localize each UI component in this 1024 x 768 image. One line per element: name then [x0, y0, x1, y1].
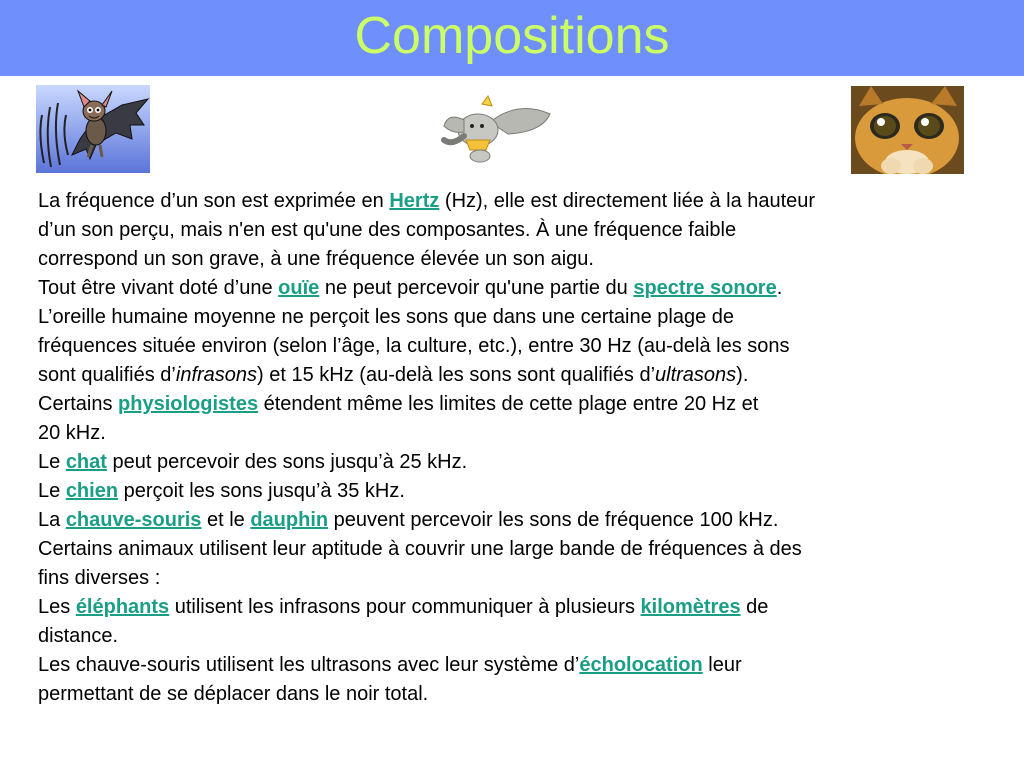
slide-body: [38, 187, 990, 709]
text-line: [38, 448, 990, 477]
text-run: de: [740, 596, 769, 618]
italic-term: ultrasons: [655, 364, 737, 386]
link-kilomètres[interactable]: kilomètres: [640, 596, 741, 618]
text-run: Tout être vivant doté d’une: [38, 277, 279, 299]
text-run: distance.: [38, 625, 119, 647]
elephant-image: [438, 92, 554, 172]
text-run: leur: [702, 654, 742, 676]
link-dauphin[interactable]: dauphin: [250, 509, 329, 531]
text-run: Le: [38, 480, 66, 502]
text-line: [38, 506, 990, 535]
link-spectre-sonore[interactable]: spectre sonore: [633, 277, 777, 299]
text-run: Certains: [38, 393, 119, 415]
italic-term: infrasons: [175, 364, 258, 386]
text-run: Les: [38, 596, 76, 618]
text-line: [38, 187, 990, 216]
link-chauve-souris[interactable]: chauve-souris: [65, 509, 202, 531]
text-run: 20 kHz.: [38, 422, 106, 444]
text-line: [38, 622, 990, 651]
text-run: peuvent percevoir les sons de fréquence 100 kHz.: [328, 509, 779, 531]
text-line: [38, 332, 990, 361]
bat-image: [36, 85, 150, 173]
text-run: Le: [38, 451, 66, 473]
link-ouïe[interactable]: ouïe: [278, 277, 320, 299]
text-run: fréquences située environ (selon l’âge, la culture, etc.), entre 30 Hz (au-delà les sons: [38, 335, 790, 357]
text-run: perçoit les sons jusqu’à 35 kHz.: [118, 480, 405, 502]
text-run: sont qualifiés d’: [38, 364, 176, 386]
text-line: [38, 419, 990, 448]
text-line: [38, 274, 990, 303]
text-run: La fréquence d’un son est exprimée en: [38, 190, 390, 212]
text-run: étendent même les limites de cette plage entre 20 Hz et: [258, 393, 759, 415]
text-run: Certains animaux utilisent leur aptitude à couvrir une large bande de fréquences à des: [38, 538, 802, 560]
text-line: [38, 680, 990, 709]
link-hertz[interactable]: Hertz: [389, 190, 440, 212]
text-line: [38, 303, 990, 332]
text-run: ).: [736, 364, 749, 386]
text-line: [38, 390, 990, 419]
text-line: [38, 651, 990, 680]
title-bar: [0, 0, 1024, 76]
text-run: Les chauve-souris utilisent les ultrasons avec leur système d’: [38, 654, 580, 676]
text-line: [38, 361, 990, 390]
text-run: utilisent les infrasons pour communiquer à plusieurs: [169, 596, 641, 618]
text-run: La: [38, 509, 66, 531]
text-run: (Hz), elle est directement liée à la hauteur: [439, 190, 816, 212]
text-line: [38, 216, 990, 245]
text-run: correspond un son grave, à une fréquence élevée un son aigu.: [38, 248, 594, 270]
link-chien[interactable]: chien: [65, 480, 119, 502]
text-line: [38, 477, 990, 506]
link-chat[interactable]: chat: [65, 451, 107, 473]
link-physiologistes[interactable]: physiologistes: [118, 393, 259, 415]
text-run: L’oreille humaine moyenne ne perçoit les sons que dans une certaine plage de: [38, 306, 735, 328]
text-line: [38, 245, 990, 274]
text-line: [38, 564, 990, 593]
text-run: ne peut percevoir qu'une partie du: [319, 277, 634, 299]
text-run: et le: [201, 509, 251, 531]
text-run: permettant de se déplacer dans le noir total.: [38, 683, 429, 705]
link-éléphants[interactable]: éléphants: [75, 596, 170, 618]
text-run: d’un son perçu, mais n'en est qu'une des composantes. À une fréquence faible: [38, 219, 737, 241]
text-run: peut percevoir des sons jusqu’à 25 kHz.: [106, 451, 468, 473]
text-line: [38, 593, 990, 622]
link-écholocation[interactable]: écholocation: [579, 654, 703, 676]
text-run: ) et 15 kHz (au-delà les sons sont qualifiés d’: [257, 364, 656, 386]
text-line: [38, 535, 990, 564]
text-run: fins diverses :: [38, 567, 161, 589]
cat-image: [851, 86, 964, 174]
text-run: .: [776, 277, 783, 299]
slide-title: Compositions: [354, 7, 670, 65]
